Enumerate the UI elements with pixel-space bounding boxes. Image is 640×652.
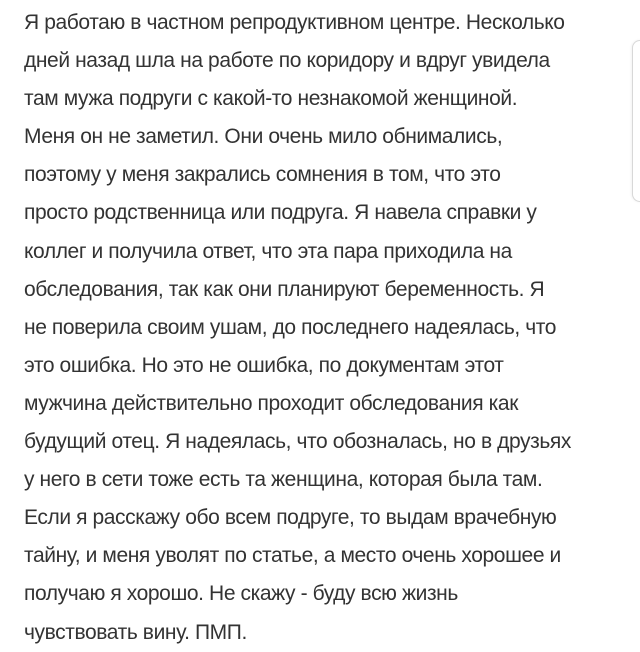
text-line: Меня он не заметил. Они очень мило обнимались, [24, 125, 503, 149]
text-line: просто родственница или подруга. Я навела справки у [24, 201, 537, 225]
text-line: это ошибка. Но это не ошибка, по документам этот [24, 353, 504, 377]
edge-scroll-handle[interactable] [632, 40, 640, 202]
text-line: Я работаю в частном репродуктивном центре. Несколько [24, 11, 565, 34]
text-line: коллег и получила ответ, что эта пара приходила на [24, 239, 512, 263]
text-line: Если я расскажу обо всем подруге, то выдам врачебную [24, 506, 557, 530]
text-line: будущий отец. Я надеялась, что обозналась, но в друзьях [24, 430, 571, 454]
text-line: там мужа подруги с какой-то незнакомой женщиной. [24, 87, 518, 111]
text-line: поэтому у меня закрались сомнения в том, что это [24, 163, 501, 187]
post-body-text [24, 4, 624, 652]
text-line: у него в сети тоже есть та женщина, которая была там. [24, 468, 543, 492]
text-line: мужчина действительно проходит обследования как [24, 391, 518, 415]
text-line: обследования, так как они планируют беременность. Я [24, 277, 545, 301]
text-line: тайну, и меня уволят по статье, а место очень хорошее и [24, 544, 561, 568]
text-line: чувствовать вину. ПМП. [24, 620, 247, 644]
text-line: не поверила своим ушам, до последнего надеялась, что [24, 315, 557, 339]
text-line: получаю я хорошо. Не скажу - буду всю жизнь [24, 582, 458, 606]
text-line: дней назад шла на работе по коридору и вдруг увидела [24, 49, 550, 73]
